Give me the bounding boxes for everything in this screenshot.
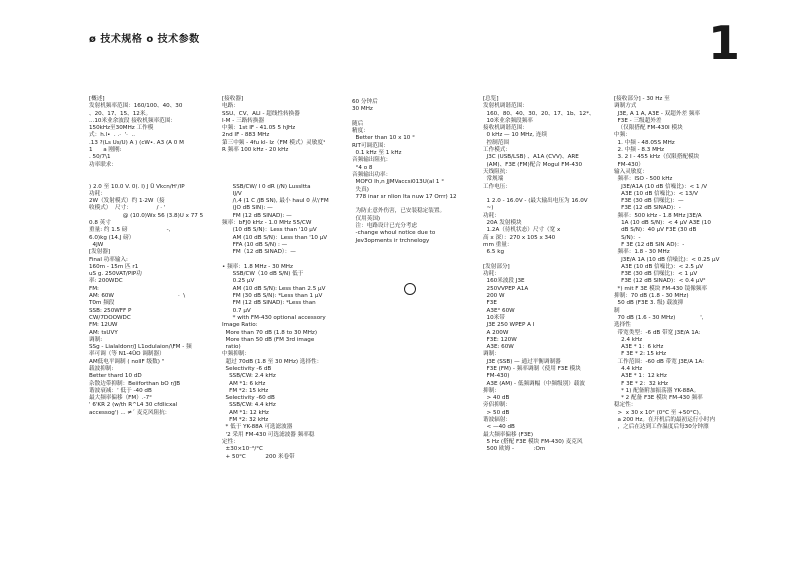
spec-line: 发射机调谐范围： [483,103,528,110]
spec-line: A3E * 1：6 kHz [614,344,664,351]
spec-line: A3E° 60W [483,307,515,314]
spec-line: 带宽类型：-6 dB 带宽 J3E/A 1A: [614,329,701,336]
spec-line: 收模式） 尺寸： / · ' [89,205,166,212]
spec-line: [发射器] [89,249,111,256]
spec-line: 6.0)kg (14.J 磅） [89,234,135,241]
spec-line: 输入灵敏度： [614,168,648,175]
spec-line: F 3E * 2：32 kHz [614,380,668,387]
spec-line: 音频输出功率： [352,171,392,178]
spec-line: 注：电路设计已充分考虑 [352,223,418,230]
spec-line: a 200 Hz。在开机后的最初运行小时内 [614,417,716,424]
spec-line: SSB/CW: 4.4 kHz [222,402,276,409]
spec-line: 1 2.0 - 16.0V - (最大输出电压为 16.0V [483,198,588,205]
spec-line: • 频率：1.8 MHz - 30 MHz [222,263,293,270]
spec-line: 0.25 μV [222,278,255,285]
spec-line: 0.7 μV [222,307,251,314]
spec-line: 30 MHz [352,106,373,113]
spec-line: 10米带 [483,314,505,321]
spec-line: 20A 发射模块 [483,220,522,227]
spec-line: 式：h.l• . .· '· .. [89,132,136,139]
spec-line: 调制: [89,336,103,343]
spec-line: °4 o 8 [352,164,373,171]
spec-line: 最大频率偏移 (F3E) [483,431,534,438]
spec-line: FM *2: 15 kHz [222,387,269,394]
spec-line: 稳定性： [614,402,637,409]
spec-line: F3E: 120W [483,336,517,343]
spec-line: 杂散边带抑制：Beiiforthan bO r/JB [89,380,181,387]
spec-line [89,169,203,176]
spec-line: uS g. 250VAT/PIP功 [89,271,142,278]
spec-line: mm 重量： [483,241,513,248]
spec-line: '2 采用 FM-430 可选滤波器 频率稳 [222,431,315,438]
spec-line: 160、80、40、30、20、17、1b、12*、 [483,110,595,117]
spec-line: FM (12 dB SINAD): — [222,212,292,219]
spec-line: 谐波辐射： [483,417,511,424]
spec-line: 、20、17、15、12米。 [89,110,152,117]
spec-line: dB S/N)：40 μV F3E (30 dB [614,227,697,234]
spec-line: < —40 dB [483,424,515,431]
spec-line: A3E * 1：12 kHz [614,373,667,380]
spec-line: FM（12 dB SINAD）：— [222,249,296,256]
spec-line: 1. 中频 - 48.05S MHz [614,139,675,146]
spec-column-4 [483,96,595,454]
spec-line: AM: 60W · \ [89,293,186,300]
spec-line: Selectivity -60 dB [222,395,275,402]
spec-line: ) 2.0 至 10.0 V. 0(. I) J Ü Vkcn/Hʻ/IP [89,183,185,190]
spec-line: FFA (10 dB S/N) : — [222,241,288,248]
spec-line: 工作模式： [483,147,511,154]
spec-line: 高 x 深）：270 x 105 x 340 [483,234,556,241]
spec-line: > 50 dB [483,409,510,416]
spec-line: 音频输出阻抗： [352,157,392,164]
spec-line: 功耗： [483,212,500,219]
spec-line: ~) [483,205,494,212]
spec-line: ，之后在达到工作温度后每30分钟漂 [614,424,709,431]
spec-line: 10米业余频段频率 [483,117,533,124]
spec-line: J3E (SSB) — 通过平衡调制器 [483,358,561,365]
spec-line: 控制范围 [483,139,509,146]
spec-line: 778 inar sr nlion Ita nuw 17 Orrr) 12 [352,193,457,200]
spec-line: F 3E * 2: 15 kHz [614,351,667,358]
spec-line [352,114,457,121]
spec-line: (JO dB SIN): — [222,205,273,212]
spec-line: @ (10.0)Wx 56 (3.8)U x 77 5 [89,212,204,219]
spec-line: IJ/V [222,190,242,197]
spec-line: 第三中频 - 4fu kl- Iz（FM 模式）灵敏度¹ [222,139,326,146]
spec-line: F3E - 三级超外差 [614,117,662,124]
spec-line: 160m - 15m 匹 r1 [89,263,139,270]
spec-line: 2nd IF - 883 MHz [222,132,270,139]
spec-line: SSB/CW: 2.4 kHz [222,373,276,380]
spec-line: 0 kHz — 10 MHz, 连续 [483,132,548,139]
spec-line: * 低于 YK-88A 可选滤波器 [222,424,293,431]
spec-line: [接收器] [222,96,244,102]
spec-line: 频率：1.8 - 30 MHz [614,249,670,256]
spec-column-5 [614,96,719,432]
spec-line: Better than 10 x 10 ° [352,135,415,142]
spec-line: 天线阻抗： [483,168,511,175]
spec-line: .13 ?(Ls Us/U) A ) (cW•. A3 (A 0 M [89,139,184,146]
spec-column-3 [352,99,457,245]
spec-line: 150kHz至30MHz 工作模 [89,125,154,132]
spec-line: F3E (30 dB 信噪比)：< 1 μV [614,271,698,278]
spec-line: Image Ratio: [222,322,258,329]
spec-line: 2W（发射模式）约 1·2W（接 [89,198,165,205]
spec-line: FM (30 dB S/N): *Less than 1 μV [222,293,323,300]
spec-line: 发射机频率范围：160/100、40、30 [89,103,183,110]
spec-column-1 [89,96,203,417]
spec-line: 160米波段 J3E [483,278,525,285]
spec-line: FM: 12UW [89,322,118,329]
spec-line: 50 dB (F3E 3. 级) 载波抑 [614,300,684,307]
spec-line: F3E (30 dB 信噪比)：— [614,198,684,205]
spec-line: 功率联求： [89,161,117,168]
spec-line: AM: tsUVY [89,329,118,336]
spec-line: T0m 频段 [89,300,115,307]
spec-line: 接收机调谐范围： [483,125,528,132]
spec-line: 0.1 kHz 至 1 kHz [352,150,402,157]
spec-line: AM (10 dB S/N)：Less than '10 μV [222,234,328,241]
spec-line: 70 dB (1.6 - 30 MHz) ', [614,314,704,321]
circle-mark [404,283,416,295]
spec-line: J3E/A1A (10 dB 信噪比)：< 1 /V [614,183,708,190]
spec-line: 谐波衰减：‘ 低于 -40 dB [89,387,152,394]
spec-line: 旁侣抑制： [483,402,511,409]
spec-line: 频率：500 kHz - 1.8 MHz J3E/A [614,212,702,219]
spec-line: 电路： [222,103,239,110]
page-title: ø 技术规格 o 技术参数 [89,34,200,45]
spec-line: J3E/A 1A (10 dB 信噪比)：< 0.25 μV [614,256,720,263]
spec-line: 500 欧姆 - :Om [483,446,546,453]
spec-line: A 200W [483,329,509,336]
spec-line: 超过 70dB (1.8 至 30 MHz) 选择性： [222,358,323,365]
spec-line: F3E [483,300,497,307]
spec-line: 中频：1st IF - 41.05 5 hJHz [222,125,296,132]
spec-line: FM (12 dB SINAD): *Less than [222,300,316,307]
spec-line: 随后 [352,120,364,127]
spec-line: I-M - 三路转换器 [222,117,265,124]
spec-line: -change whoul notice due to [352,230,436,237]
spec-line [222,162,329,169]
spec-line: J3E 250 WPEP A I [483,322,535,329]
spec-line: 抑制： [483,387,500,394]
spec-line: A3E (AM) - 低频调幅（中频级别）载波 [483,380,585,387]
spec-line: 制 [614,307,620,314]
spec-line: 抑制：70 dB (1.8 - 30 MHz) [614,293,689,300]
spec-line: SSB/CW（10 dB S/N) 低于 [222,271,304,278]
spec-line: 中频： [614,132,631,139]
spec-line: 工作电压： [483,183,511,190]
spec-line: accessog') ... ≠ˊ 麦克风阻抗： [89,409,171,416]
spec-line: F3E (FM) - 频率调制（使用 F3E 模块 [483,365,581,372]
spec-line: 200 W [483,293,505,300]
spec-line: RIT可调范围： [352,142,389,149]
spec-line: More than 70 dB (1.8 to 30 MHz) [222,329,318,336]
spec-line: (AM)、F3E (FM)配合 Mogul FM-430 [483,161,583,168]
spec-column-2 [222,96,329,461]
spec-line: [概述] [89,96,105,102]
spec-line: SSU、CV、ALI - 超线性转换器 [222,110,300,117]
spec-line: J3C (USB/LSB) 、A1A (CVV)、ARE [483,154,579,161]
spec-line: 重量: 约 1.5 磅 -, [89,227,171,234]
spec-line: AM低电平调制 ( nolIF 级数) " [89,358,165,365]
spec-line: . 50/7\1 [89,154,111,161]
spec-line: FM-430) [483,373,510,380]
spec-line [89,176,203,183]
spec-line: 为防止意外伤害，已安装稳定装置。 [352,208,446,215]
spec-line: Selectivity -6 dB [222,365,272,372]
spec-line: 失真) [352,186,369,193]
spec-line: FM-430） [614,161,644,168]
spec-line: 精度： [352,128,369,135]
spec-line: [发射部分] [483,263,510,270]
spec-line: *) mit F 3E 模块 FM-430 镜像频率 [614,285,708,292]
spec-line: > x 30 x 10° (0°C 至 +50°C)。 [614,409,705,416]
spec-line: 选择性 [614,322,631,329]
spec-line: 调制方式 [614,103,637,110]
spec-line: 2.4 kHz [614,336,643,343]
spec-line: 仅用英国) [352,215,381,222]
spec-line: 频率：ISO - 500 kHz [614,176,673,183]
spec-line: * with FM-430 optional accessory [222,314,326,321]
spec-line: 4.4 kHz [614,365,643,372]
spec-line: /\.4 (1 C /JB SN), 最小 hauI 0 从\'FM [222,198,329,205]
spec-line: 1.2A（待机状态）尺寸（宽 x [483,227,561,234]
spec-line: 1A (10 dB S/N)：< 4 μV A3E (10 [614,220,711,227]
spec-line: ±30×10⁻⁶/°C [222,446,263,453]
spec-line: A3E (10 dB 信噪比)：< 2.5 μV [614,263,704,270]
spec-line: J3E, A 1 A, A3E - 双超外差 频率 [614,110,701,117]
spec-line: + 50°C 200 米卷带 [222,453,295,460]
spec-line: F3E (12 dB SINAD)：< 0.4 μV² [614,278,706,285]
spec-line: 250VVPEP A1A [483,285,529,292]
spec-line: 频率：bFJ0 kHz - 1.0 MHz 55/CW [222,220,312,227]
spec-line: * 1) 配备附加振荡器 YK-88A。 [614,387,700,394]
spec-line: 5 Hz (搭配 F3E 模块 FM-430) 麦克风 [483,438,583,445]
spec-line: R 频率 100 kHz - 20 kHz [222,147,289,154]
spec-line: 60 分钟后 [352,99,378,105]
spec-line: 6.5 kg [483,249,505,256]
spec-line: [总览] [483,96,499,102]
spec-line: Better thard 10 dD [89,373,142,380]
spec-line: 4JW [89,241,104,248]
spec-line: Final 功率输入: [89,256,128,263]
spec-line: More than 50 dB (FM 3rd image [222,336,315,343]
spec-line: 3. 2 I - 455 kHz（仅限搭配模块 [614,154,700,161]
spec-line: [接收部分] - 30 Hz 至 [614,96,670,102]
spec-line: CW/7DOOWDC [89,314,131,321]
spec-line: 中频抑制： [222,351,250,358]
spec-line: Jev3opments ir trchnelogy [352,237,430,244]
spec-line: ' 6'KR 2 (w/th R^L4 30 cfdlicxal [89,402,178,409]
spec-line: 载波抑制: [89,365,114,372]
spec-line: 最大频率偏移（FM）.-7° [89,395,152,402]
spec-line: AM *1: 6 kHz [222,380,266,387]
spec-line: 率可调（等 N1-4ÜO 调制器） [89,351,165,358]
spec-line: 0.8 英寸 [89,220,111,227]
spec-line: (10 dB S/N)：Less than '10 μV [222,227,317,234]
spec-line: S/N)：- [614,234,641,241]
spec-line: 功耗： [89,190,106,197]
page-number: 1 [708,16,741,70]
spec-line: SSB/CW/ I 0 dR (/N) Lussltta [222,183,311,190]
spec-line: AM (10 dB S/N): Less than 2.5 μV [222,285,326,292]
spec-line: 率: 200WDC [89,278,123,285]
spec-line [222,176,329,183]
spec-line: 功耗： [483,271,500,278]
spec-line: F 3E (12 dB SIN AD)：- [614,241,685,248]
spec-line: * 2 配备 F3E 模块 FM-430 频率 [614,395,703,402]
spec-line [222,154,329,161]
spec-line: F3E (12 dB SINAD)：- [614,205,681,212]
spec-line [222,169,329,176]
spec-line: 定性： [222,438,239,445]
spec-line: A3E (10 dB 信噪比)：< 13/V [614,190,698,197]
spec-line [483,257,595,264]
spec-line: FM *2: 32 kHz [222,417,269,424]
spec-line: ...10米业余波段 接收机频率范围： [89,117,176,124]
spec-line: 2. 中频 - 8.3 MHz [614,147,665,154]
spec-line: > 40 dB [483,395,510,402]
spec-line: ratio) [222,344,241,351]
spec-line: 常规端 [483,176,504,183]
spec-line: AM *1: 12 kHz [222,409,269,416]
spec-line: 1 a 刚刚: [89,147,122,154]
spec-line: SSB: 250WFF P [89,307,132,314]
spec-line: 工作范围：-60 dB 带宽 J3E/A 1A: [614,358,704,365]
spec-line: 调制： [483,351,500,358]
spec-line: A3E: 60W [483,344,514,351]
spec-line: MOFO Ih,n JJMVaccsi013U(aI 1 ° [352,179,444,186]
spec-line: SSg - Lialaldonr/J L1odulaion/\FM - 频 [89,344,192,351]
spec-line: （仅限搭配 FM-430I 模块 [614,125,683,132]
spec-line: FM: [89,285,99,292]
spec-line [222,257,329,264]
